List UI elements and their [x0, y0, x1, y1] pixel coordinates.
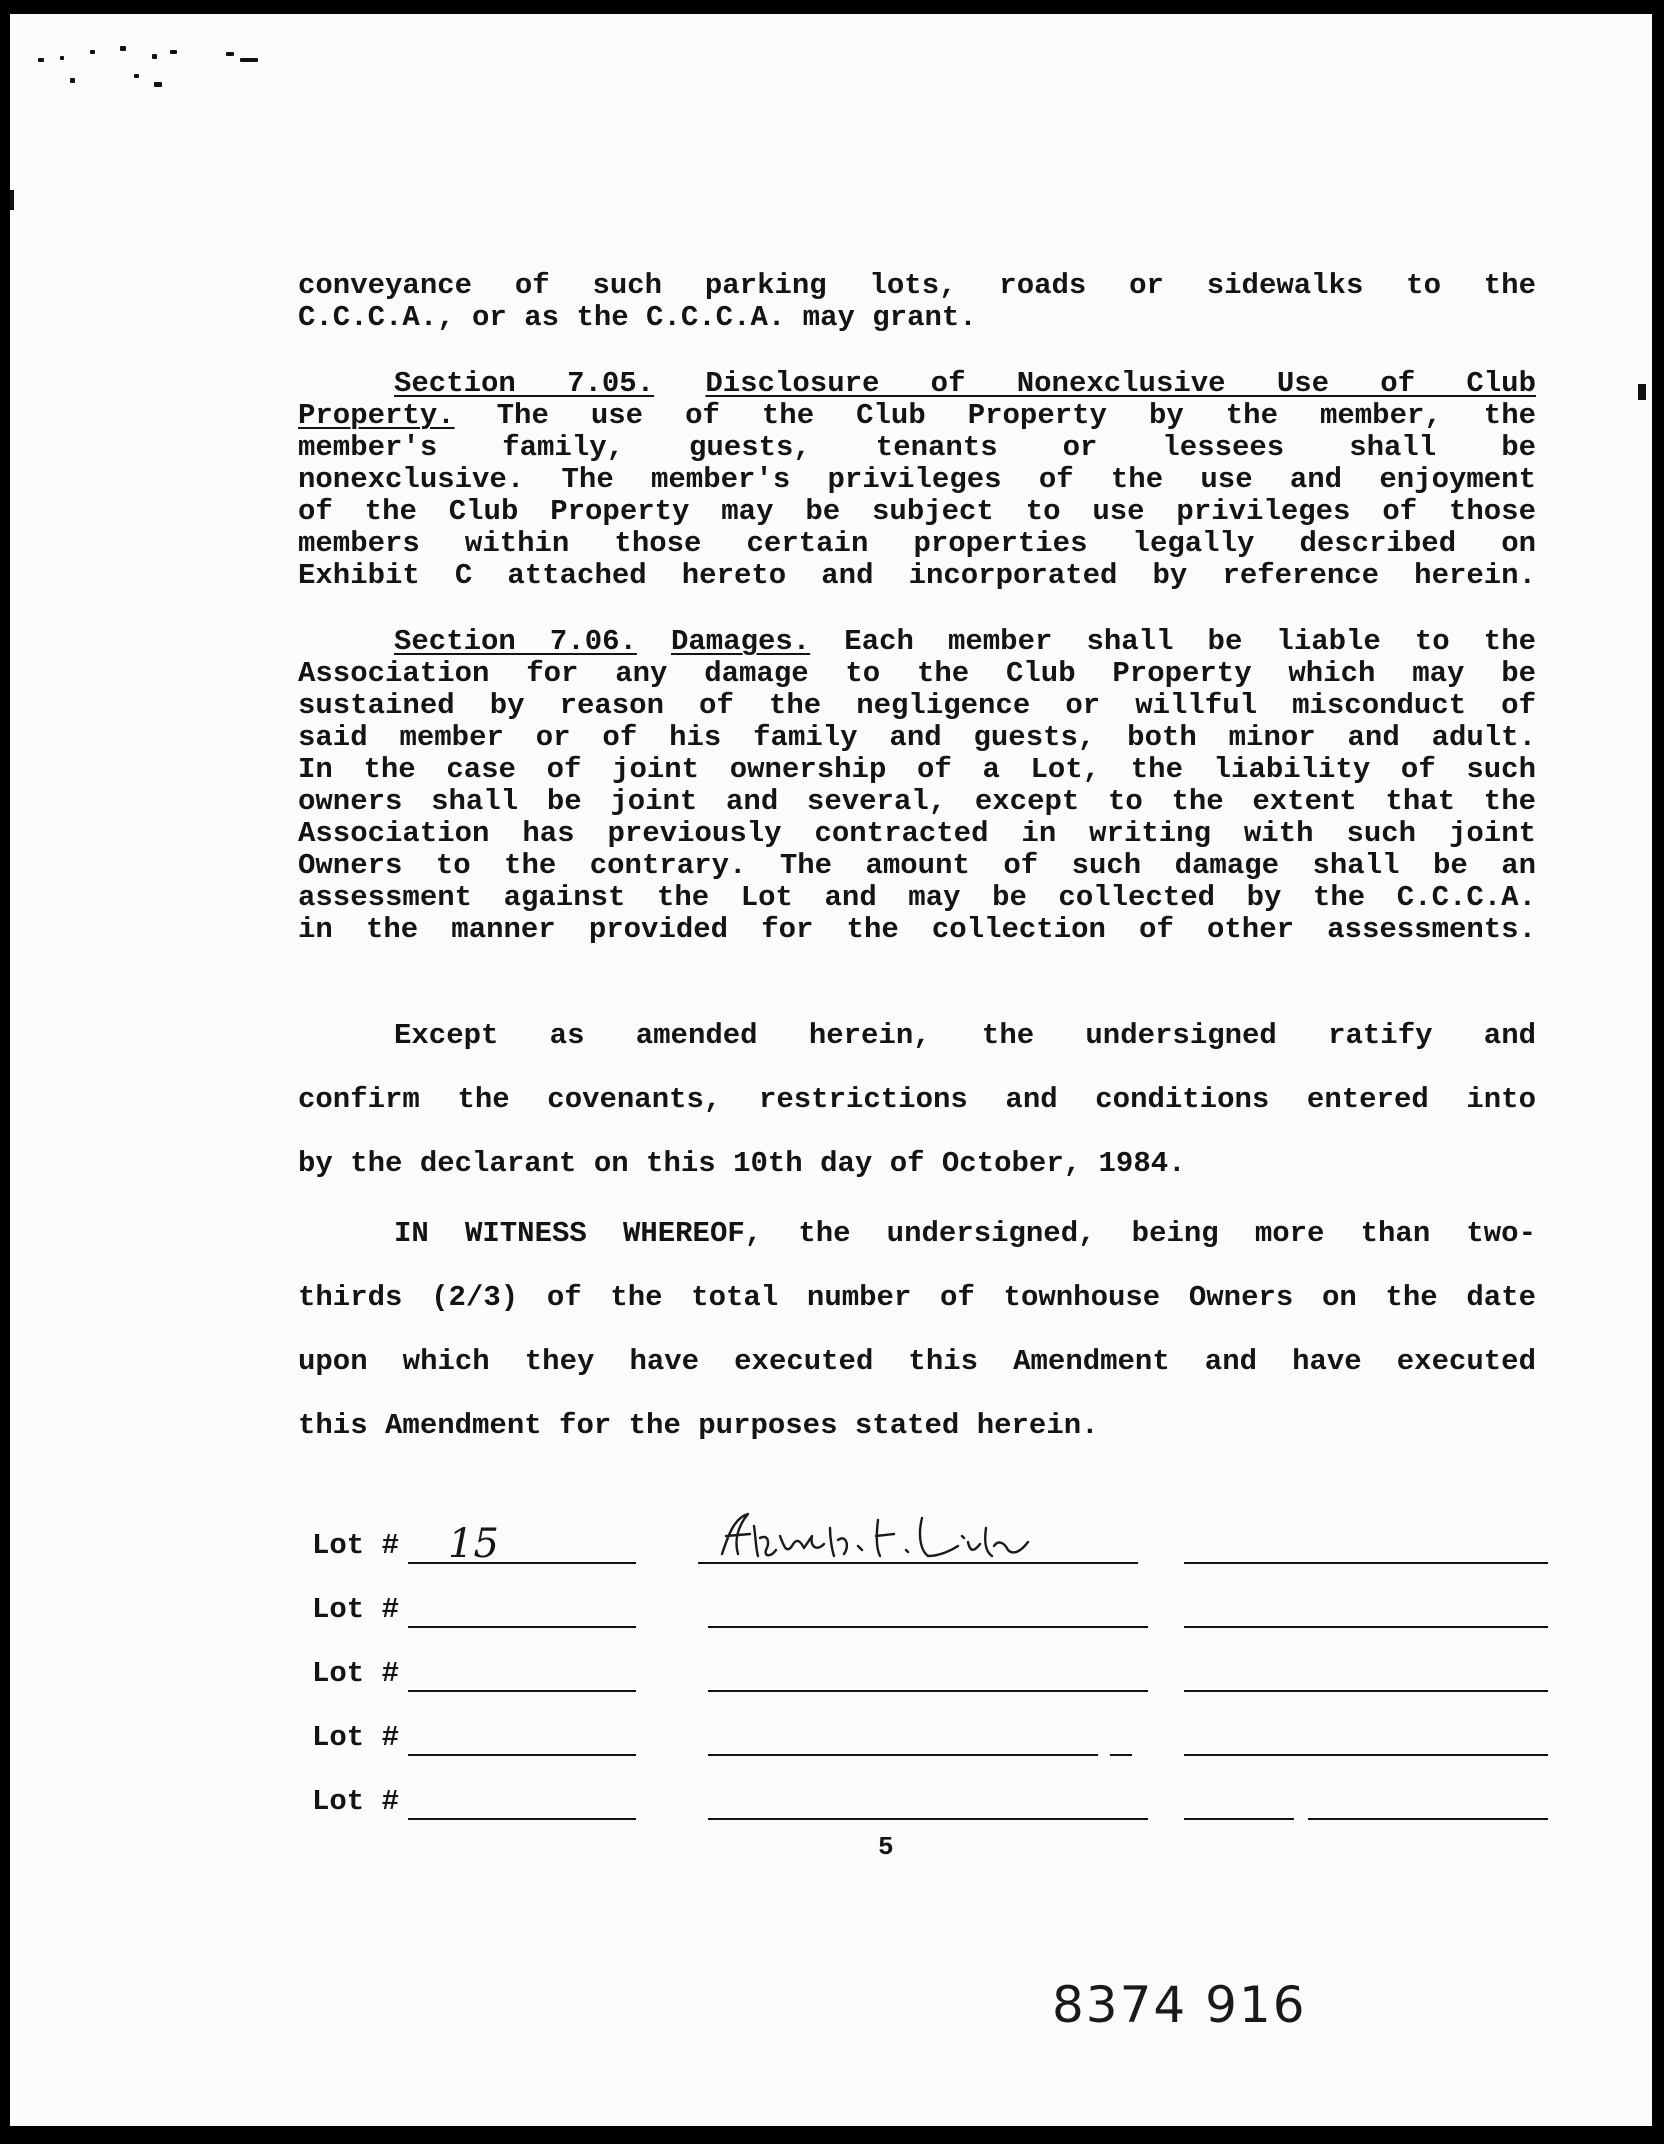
witness-paragraph: [298, 1202, 1536, 1458]
section-number: Section 7.05.: [394, 367, 655, 400]
section-heading-line: [298, 368, 1536, 400]
signature-row: [298, 1780, 1558, 1820]
second-signature-line[interactable]: [1184, 1562, 1548, 1564]
section-title: Damages.: [670, 625, 811, 658]
signature-graphic: [708, 1506, 1048, 1562]
text-line: upon which they have executed this Amendment and have executed: [298, 1345, 1536, 1378]
signature-row: [298, 1521, 1558, 1567]
text-line: Association for any damage to the Club Property which may be: [298, 657, 1536, 690]
text-line: In the case of joint ownership of a Lot, the liability of such: [298, 753, 1536, 786]
text-line: Except as amended herein, the undersigned ratify and: [394, 1019, 1536, 1052]
signature-line-extension: [1110, 1754, 1132, 1756]
text-line: members within those certain properties legally described on: [298, 527, 1536, 560]
scan-edge-mark: [1638, 384, 1646, 400]
lot-label: Lot #: [312, 1529, 400, 1562]
lot-number-line[interactable]: [408, 1562, 636, 1564]
text-line: assessment against the Lot and may be collected by the C.C.C.A.: [298, 881, 1536, 914]
text-line: sustained by reason of the negligence or willful misconduct of: [298, 689, 1536, 722]
signature-line[interactable]: [708, 1818, 1148, 1820]
scan-edge-mark: [10, 190, 14, 210]
signature-line[interactable]: [708, 1754, 1098, 1756]
second-signature-line[interactable]: [1184, 1690, 1548, 1692]
text-line: Exhibit C attached hereto and incorporated by reference herein.: [298, 559, 1536, 592]
section-number: Section 7.06.: [394, 625, 637, 658]
lot-number-value: 15: [448, 1521, 499, 1567]
lot-number-line[interactable]: [408, 1818, 636, 1820]
section-title-continued: Property.: [298, 399, 455, 432]
section-text: Each member shall be liable to the: [844, 625, 1536, 658]
text-line: thirds (2/3) of the total number of townhouse Owners on the date: [298, 1281, 1536, 1314]
text-line: member's family, guests, tenants or lessees shall be: [298, 431, 1536, 464]
second-signature-line[interactable]: [1184, 1754, 1548, 1756]
second-signature-line[interactable]: [1184, 1626, 1548, 1628]
text-line: by the declarant on this 10th day of October, 1984.: [298, 1147, 1186, 1180]
signature-line[interactable]: [698, 1562, 1138, 1564]
handwritten-signature: [708, 1506, 1048, 1562]
signature-row: [298, 1716, 1558, 1756]
signature-row: [298, 1588, 1558, 1628]
text-line: nonexclusive. The member's privileges of the use and enjoyment: [298, 463, 1536, 496]
text-line: said member or of his family and guests, both minor and adult.: [298, 721, 1536, 754]
text-line: conveyance of such parking lots, roads or sidewalks to the: [298, 269, 1536, 302]
section-text: The use of the Club Property by the member, the: [496, 399, 1537, 432]
text-line: [298, 400, 1536, 432]
intro-paragraph: [298, 270, 1536, 334]
second-signature-line-extension: [1308, 1818, 1548, 1820]
text-line: this Amendment for the purposes stated herein.: [298, 1409, 1099, 1442]
text-line: C.C.C.A., or as the C.C.C.A. may grant.: [298, 301, 977, 334]
lot-label: Lot #: [312, 1721, 400, 1754]
lot-label: Lot #: [312, 1785, 400, 1818]
text-line: of the Club Property may be subject to use privileges of those: [298, 495, 1536, 528]
lot-label: Lot #: [312, 1657, 400, 1690]
ratify-paragraph: [298, 1004, 1536, 1196]
signature-line[interactable]: [708, 1626, 1148, 1628]
section-title: Disclosure of Nonexclusive Use of Club: [705, 367, 1536, 400]
lot-label: Lot #: [312, 1593, 400, 1626]
page-number: 5: [878, 1832, 894, 1862]
scan-specks: [30, 44, 270, 114]
text-line: owners shall be joint and several, except to the extent that the: [298, 785, 1536, 818]
text-line: IN WITNESS WHEREOF, the undersigned, being more than two-: [394, 1217, 1536, 1250]
second-signature-line[interactable]: [1184, 1818, 1294, 1820]
text-line: Owners to the contrary. The amount of such damage shall be an: [298, 849, 1536, 882]
document-page: [10, 14, 1652, 2126]
text-line: in the manner provided for the collection of other assessments.: [298, 913, 1536, 946]
section-7-06: [298, 626, 1536, 946]
section-heading-line: [298, 626, 1536, 658]
lot-number-line[interactable]: [408, 1690, 636, 1692]
text-line: Association has previously contracted in writing with such joint: [298, 817, 1536, 850]
lot-number-line[interactable]: [408, 1626, 636, 1628]
section-7-05: [298, 368, 1536, 592]
document-code: 8374 916: [1052, 1976, 1307, 2034]
lot-number-line[interactable]: [408, 1754, 636, 1756]
text-line: confirm the covenants, restrictions and conditions entered into: [298, 1083, 1536, 1116]
signature-row: [298, 1652, 1558, 1692]
signature-line[interactable]: [708, 1690, 1148, 1692]
